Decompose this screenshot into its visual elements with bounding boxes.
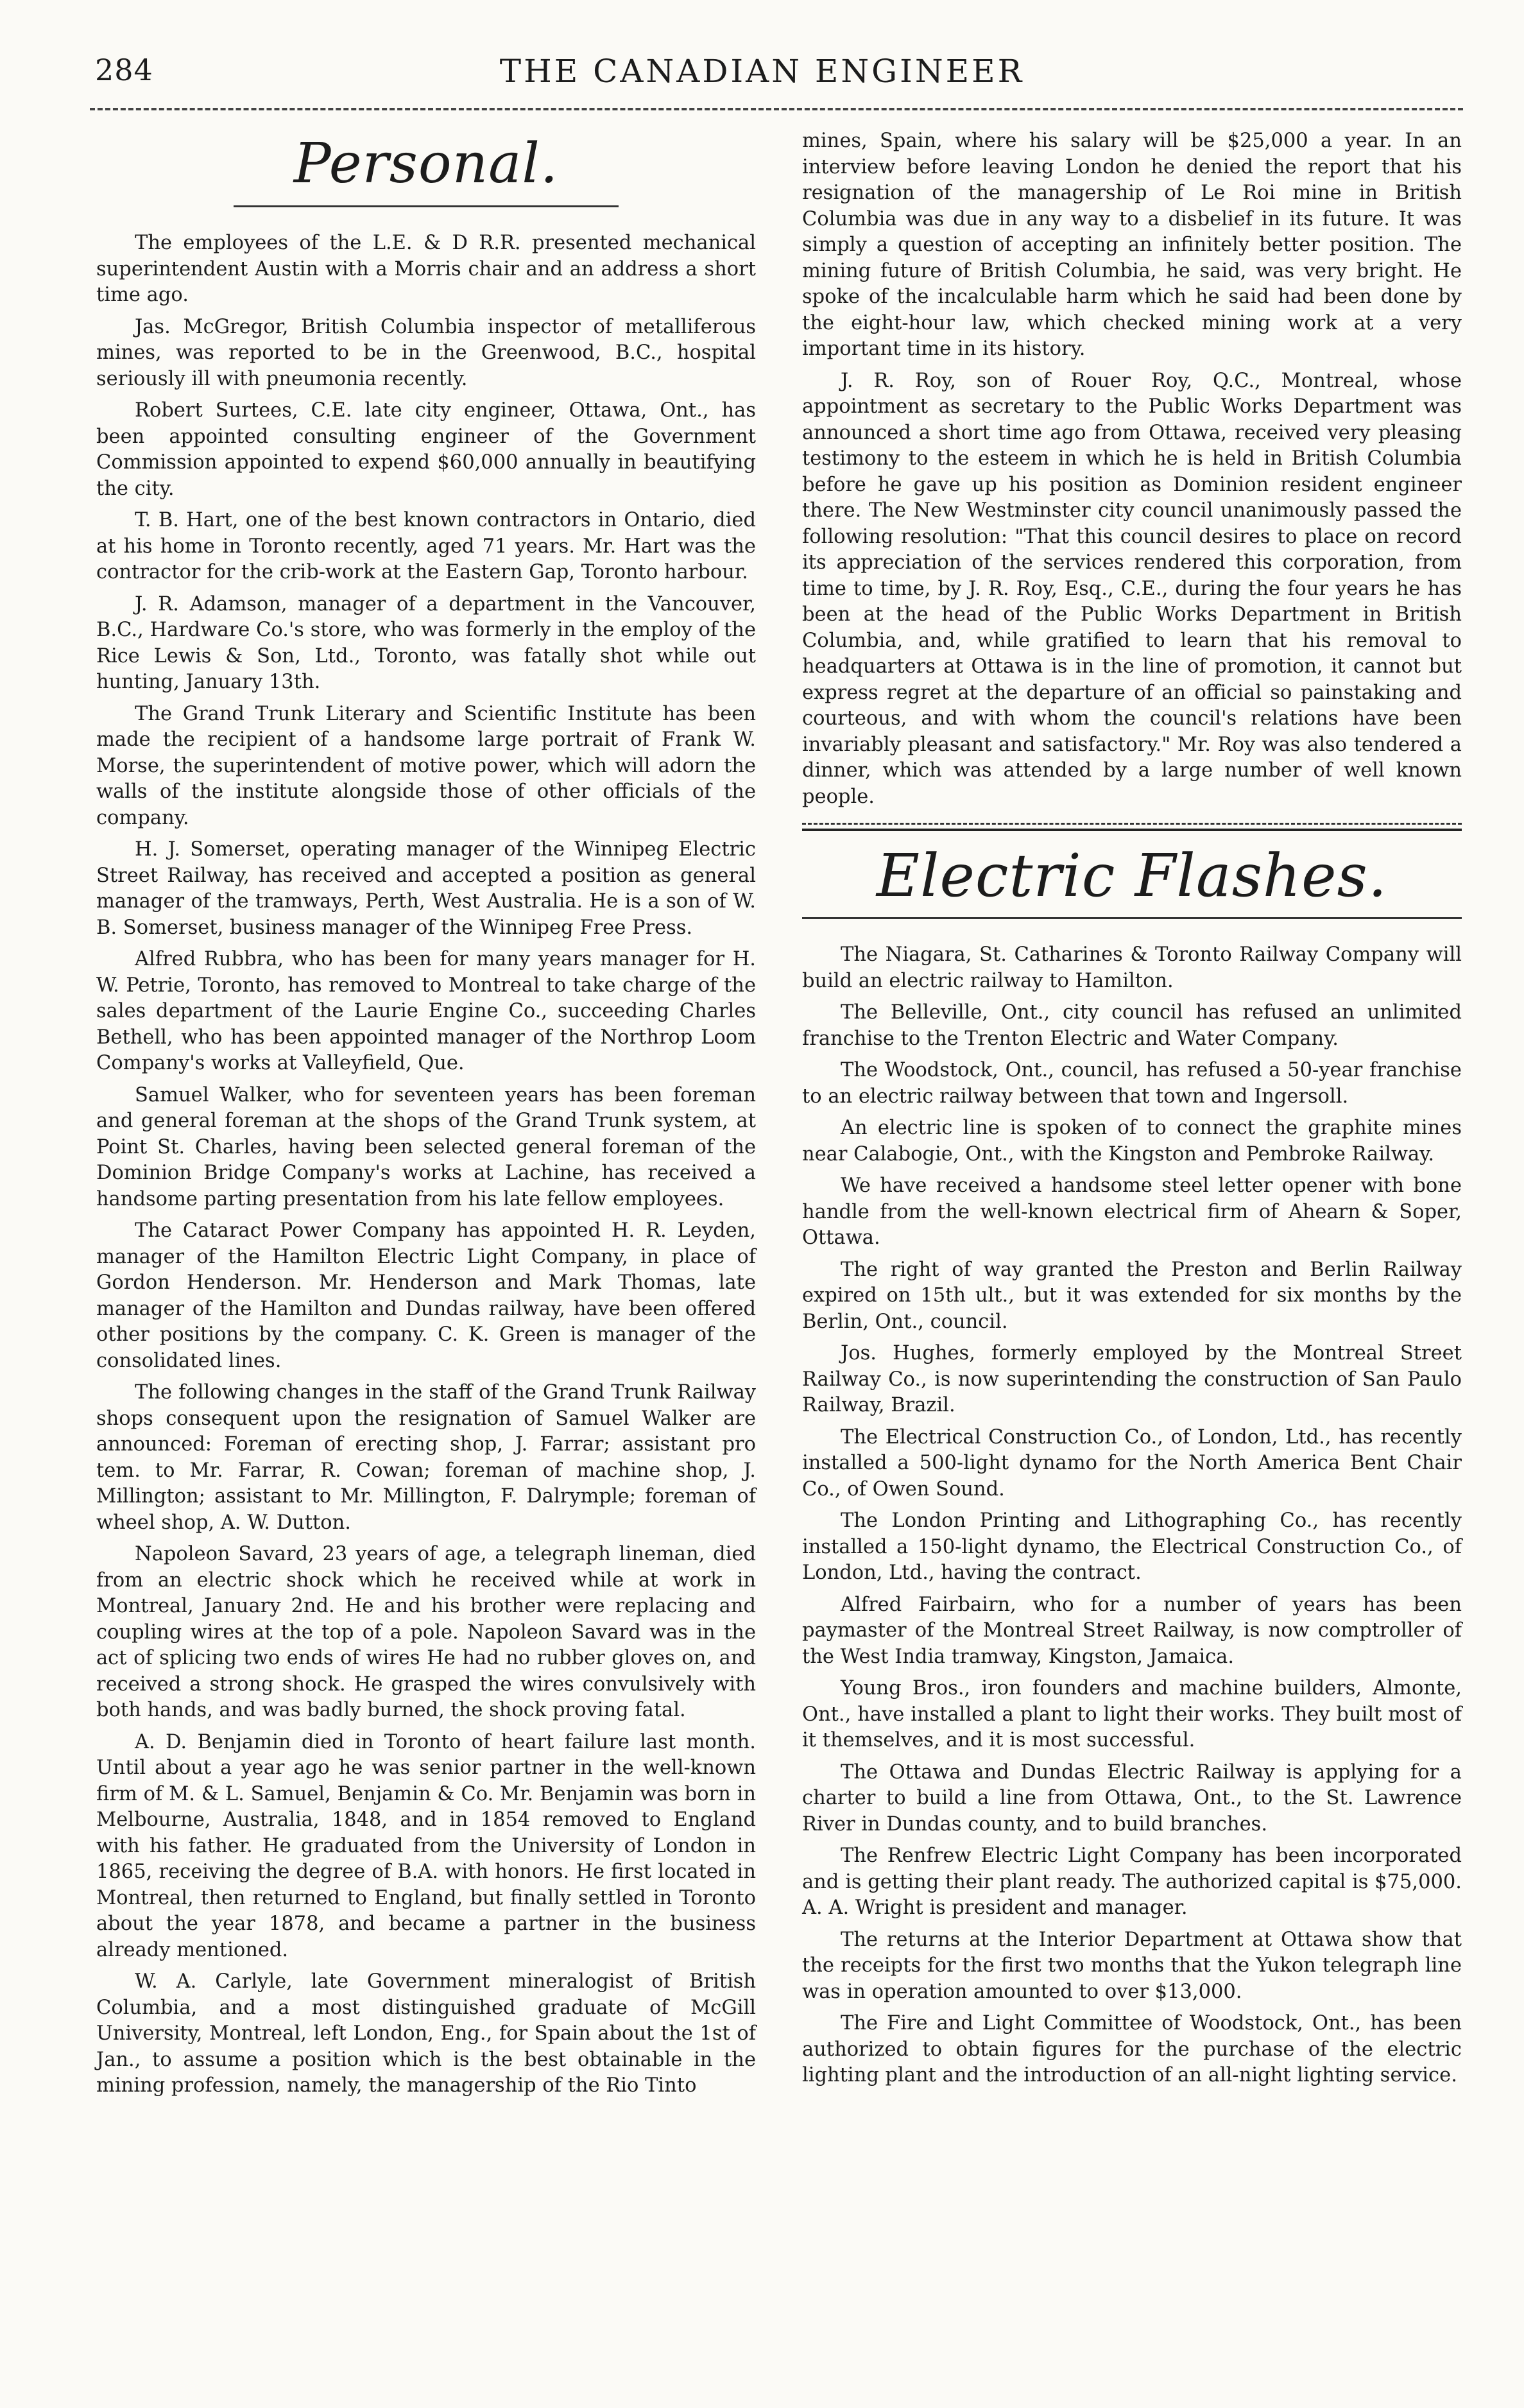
personal-paragraph: H. J. Somerset, operating manager of the Winnipeg Electric Street Railway, has received and accepted a position as general manager of the tramways, Perth, West Australia. He is a son of W. B. Somerset, business manager of the Winnipeg Free Press. [96,838,756,939]
electric-paragraph: An electric line is spoken of to connect the graphite mines near Calabogie, Ont., with the Kingston and Pembroke Railway. [802,1117,1462,1165]
right-column [802,128,1462,2095]
electric-paragraph: The right of way granted the Preston and Berlin Railway expired on 15th ult., but it was extended for six months by the Berlin, Ont., council. [802,1258,1462,1333]
section-divider [802,829,1462,831]
personal-paragraph: T. B. Hart, one of the best known contractors in Ontario, died at his home in Toronto recently, aged 71 years. Mr. Hart was the contractor for the crib-work at the Eastern Gap, Toronto harbour. [96,509,756,583]
personal-paragraph: Robert Surtees, C.E. late city engineer, Ottawa, Ont., has been appointed consulting engineer of the Government Commission appointed to expend $60,000 annually in beautifying the city. [96,399,756,500]
header-rule [90,108,1463,110]
personal-paragraph: W. A. Carlyle, late Government mineralogist of British Columbia, and a most distinguished graduate of McGill University, Montreal, left London, Eng., for Spain about the 1st of Jan., to assume a position which is the best obtainable in the mining profession, namely, the managership of the Rio Tinto [96,1970,756,2097]
electric-paragraph: We have received a handsome steel letter opener with bone handle from the well-known electrical firm of Ahearn & Soper, Ottawa. [802,1174,1462,1249]
personal-paragraph: Jas. McGregor, British Columbia inspector of metalliferous mines, was reported to be in the Greenwood, B.C., hospital seriously ill with pneumonia recently. [96,315,756,390]
electric-paragraph: The Ottawa and Dundas Electric Railway is applying for a charter to build a line from Ottawa, Ont., to the St. Lawrence River in Dundas county, and to build branches. [802,1760,1462,1836]
electric-paragraph: The London Printing and Lithographing Co., has recently installed a 150-light dynamo, the Electrical Construction Co., of London, Ltd., having the contract. [802,1509,1462,1584]
personal-paragraph: The Grand Trunk Literary and Scientific Institute has been made the recipient of a handsome large portrait of Frank W. Morse, the superintendent of motive power, which will adorn the walls of the institute alongside those of other officials of the company. [96,702,756,829]
left-column [96,128,756,2105]
personal-heading: Personal. [293,132,559,196]
personal-paragraph: J. R. Adamson, manager of a department in the Vancouver, B.C., Hardware Co.'s store, who was formerly in the employ of the Rice Lewis & Son, Ltd., Toronto, was fatally shot while out hunting, January 13th. [96,592,756,693]
electric-paragraph: Young Bros., iron founders and machine builders, Almonte, Ont., have installed a plant to light their works. They built most of it themselves, and it is most successful. [802,1677,1462,1751]
personal-heading-rule [234,205,619,207]
personal-paragraph: The Cataract Power Company has appointed H. R. Leyden, manager of the Hamilton Electric Light Company, in place of Gordon Henderson. Mr. Henderson and Mark Thomas, late manager of the Hamilton and Dundas railway, have been offered other positions by the company. C. K. Green is manager of the consolidated lines. [96,1219,756,1372]
personal-paragraph: A. D. Benjamin died in Toronto of heart failure last month. Until about a year ago he was senior partner in the well-known firm of M. & L. Samuel, Benjamin & Co. Mr. Benjamin was born in Melbourne, Australia, 1848, and in 1854 removed to England with his father. He graduated from the University of London in 1865, receiving the degree of B.A. with honors. He first located in Montreal, then returned to England, but finally settled in Toronto about the year 1878, and became a partner in the business already mentioned. [96,1730,756,1961]
personal-paragraph: Samuel Walker, who for seventeen years has been foreman and general foreman at the shops of the Grand Trunk system, at Point St. Charles, having been selected general foreman of the Dominion Bridge Company's works at Lachine, has received a handsome parting presentation from his late fellow employees. [96,1083,756,1210]
electric-paragraph: The Belleville, Ont., city council has refused an unlimited franchise to the Trenton Electric and Water Company. [802,1001,1462,1050]
personal-paragraph: The employees of the L.E. & D R.R. presented mechanical superintendent Austin with a Morris chair and an address a short time ago. [96,232,756,306]
electric-paragraph: The Electrical Construction Co., of London, Ltd., has recently installed a 500-light dynamo for the North America Bent Chair Co., of Owen Sound. [802,1425,1462,1501]
electric-paragraph: The Fire and Light Committee of Woodstock, Ont., has been authorized to obtain figures for the purchase of the electric lighting plant and the introduction of an all-night lighting service. [802,2012,1462,2086]
section-divider [802,823,1462,825]
page-number: 284 [95,53,153,87]
personal-paragraph: Napoleon Savard, 23 years of age, a telegraph lineman, died from an electric shock which he received while at work in Montreal, January 2nd. He and his brother were replacing and coupling wires at the top of a pole. Napoleon Savard was in the act of splicing two ends of wires He had no rubber gloves on, and received a strong shock. He grasped the wires convulsively with both hands, and was badly burned, the shock proving fatal. [96,1543,756,1721]
electric-paragraph: The Niagara, St. Catharines & Toronto Railway Company will build an electric railway to Hamilton. [802,943,1462,992]
electric-paragraph: The Renfrew Electric Light Company has been incorporated and is getting their plant ready. The authorized capital is $75,000. A. A. Wright is president and manager. [802,1845,1462,1919]
electric-flashes-heading: Electric Flashes. [876,841,1388,910]
personal-paragraph: The following changes in the staff of the Grand Trunk Railway shops consequent upon the resignation of Samuel Walker are announced: Foreman of erecting shop, J. Farrar; assistant pro tem. to Mr. Farrar, R. Cowan; foreman of machine shop, J. Millington; assistant to Mr. Millington, F. Dalrymple; foreman of wheel shop, A. W. Dutton. [96,1381,756,1534]
personal-paragraph-continued: mines, Spain, where his salary will be $25,000 a year. In an interview before leaving London he denied the report that his resignation of the managership of Le Roi mine in British Columbia was due in any way to a disbelief in its future. It was simply a question of accepting an infinitely better position. The mining future of British Columbia, he said, was very bright. He spoke of the incalculable harm which he said had been done by the eight-hour law, which checked mining work at a very important time in its history. [802,130,1462,360]
electric-paragraph: Jos. Hughes, formerly employed by the Montreal Street Railway Co., is now superintending the construction of San Paulo Railway, Brazil. [802,1342,1462,1416]
electric-paragraph: The returns at the Interior Department at Ottawa show that the receipts for the first two months that the Yukon telegraph line was in operation amounted to over $13,000. [802,1928,1462,2003]
electric-heading-rule [802,917,1462,919]
electric-paragraph: Alfred Fairbairn, who for a number of years has been paymaster of the Montreal Street Railway, is now comptroller of the West India tramway, Kingston, Jamaica. [802,1593,1462,1668]
running-head: THE CANADIAN ENGINEER [499,53,1025,90]
personal-paragraph: J. R. Roy, son of Rouer Roy, Q.C., Montreal, whose appointment as secretary to the Public Works Department was announced a short time ago from Ottawa, received very pleasing testimony to the esteem in which he is held in British Columbia before he gave up his position as Dominion resident engineer there. The New Westminster city council unanimously passed the following resolution: "That this council desires to place on record its appreciation of the services rendered this corporation, from time to time, by J. R. Roy, Esq., C.E., during the four years he has been at the head of the Public Works Department in British Columbia, and, while gratified to learn that his removal to headquarters at Ottawa is in the line of promotion, it cannot but express regret at the departure of an official so painstaking and courteous, and with whom the council's relations have been invariably pleasant and satisfactory." Mr. Roy was also tendered a dinner, which was attended by a large number of well known people. [802,369,1462,808]
electric-paragraph: The Woodstock, Ont., council, has refused a 50-year franchise to an electric railway between that town and Ingersoll. [802,1059,1462,1108]
personal-paragraph: Alfred Rubbra, who has been for many years manager for H. W. Petrie, Toronto, has removed to Montreal to take charge of the sales department of the Laurie Engine Co., succeeding Charles Bethell, who has been appointed manager of the Northrop Loom Company's works at Valleyfield, Que. [96,948,756,1074]
